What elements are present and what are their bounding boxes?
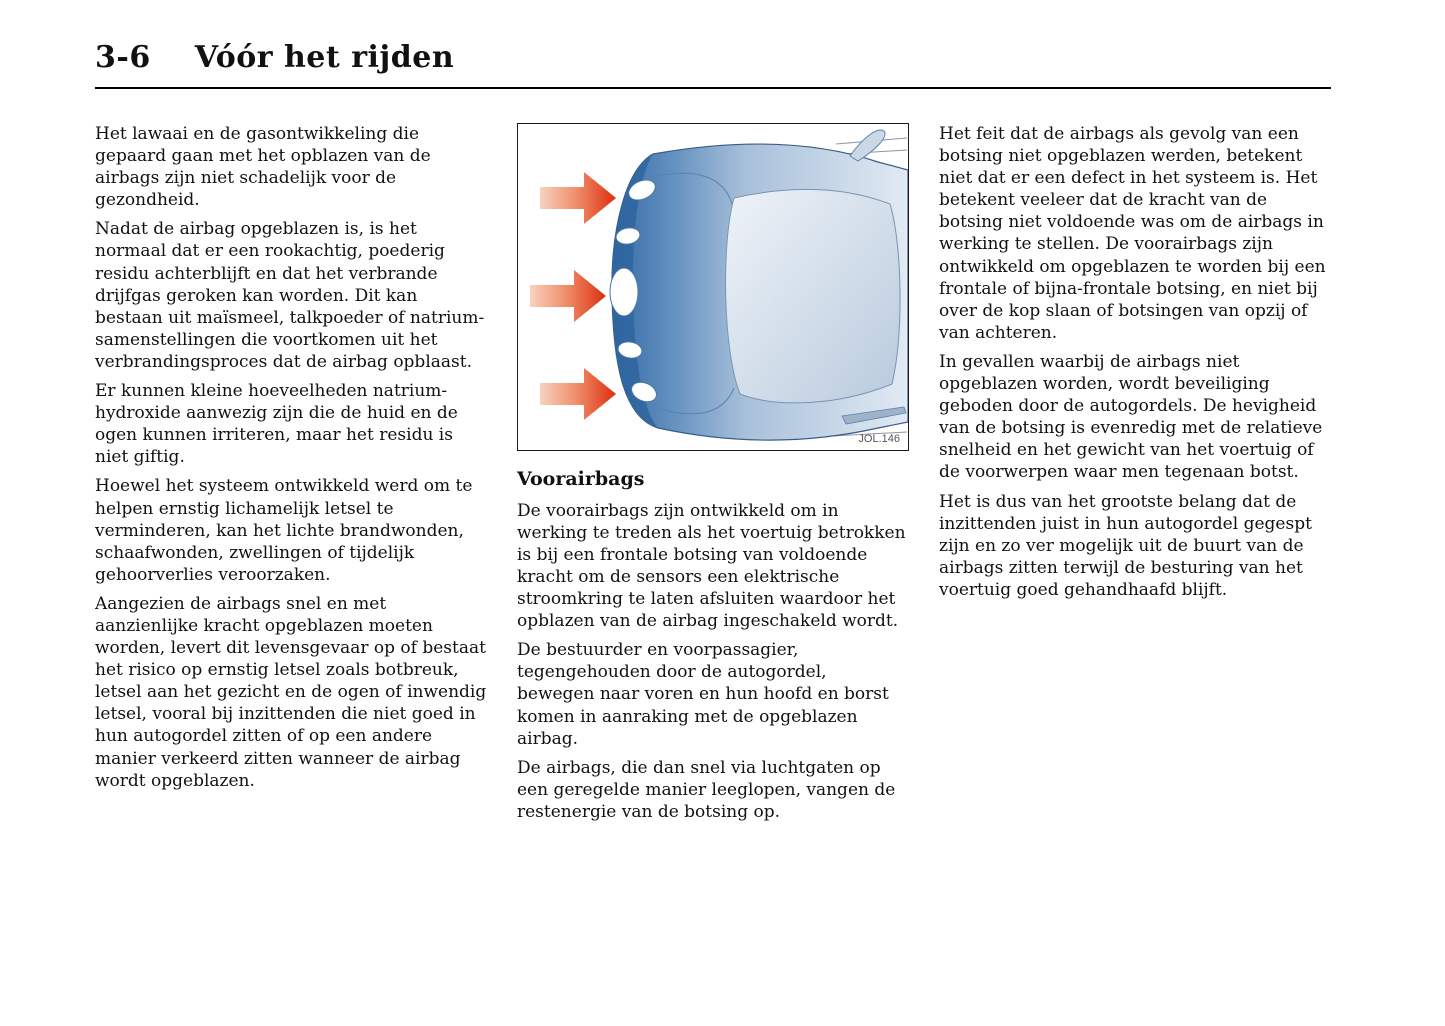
right-column bbox=[939, 123, 1331, 830]
paragraph: Er kunnen kleine hoeveelheden natrium-hydroxide aanwezig zijn die de huid en de ogen kunnen irriteren, maar het residu is niet giftig. bbox=[95, 381, 458, 468]
paragraph: De voorairbags zijn ontwikkeld om in werking te treden als het voertuig betrokken is bij een frontale botsing van voldoende kracht om de sensors een elektrische stroomkring te laten afsluiten waardoor het opblazen van de airbag ingeschakeld wordt. bbox=[517, 500, 906, 632]
paragraph: Nadat de airbag opgeblazen is, is het normaal dat er een rookachtig, poederig residu achterblijft en dat het verbrande drijfgas geroken kan worden. Dit kan bestaan uit maïsmeel, talkpoeder of natrium-samenstellingen die voortkomen uit het verbrandingsproces dat de airbag opblaast. bbox=[95, 219, 485, 372]
paragraph: Het feit dat de airbags als gevolg van een botsing niet opgeblazen werden, betekent niet dat er een defect in het systeem is. Het betekent veeleer dat de kracht van de botsing niet voldoende was om de airbags in werking te stellen. De voorairbags zijn ontwikkeld om opgeblazen te worden bij een frontale of bijna-frontale botsing, en niet bij over de kop slaan of botsingen van opzij of van achteren. bbox=[939, 124, 1326, 343]
paragraph: Het is dus van het grootste belang dat de inzittenden juist in hun autogordel gegespt zijn en zo ver mogelijk uit de buurt van de airbags zitten terwijl de besturing van het voertuig goed gehandhaafd blijft. bbox=[939, 491, 1312, 600]
paragraph: Aangezien de airbags snel en met aanzienlijke kracht opgeblazen moeten worden, levert dit levensgevaar op of bestaat het risico op ernstig letsel zoals botbreuk, letsel aan het gezicht en de ogen of inwendig letsel, vooral bij inzittenden die niet goed in hun autogordel zitten of op een andere manier verkeerd zitten wanneer de airbag wordt opgeblazen. bbox=[95, 593, 487, 791]
airbag-collision-figure bbox=[517, 123, 909, 451]
paragraph: De airbags, die dan snel via luchtgaten op een geregelde manier leeglopen, vangen de restenergie van de botsing op. bbox=[517, 757, 896, 822]
impact-arrow-icon bbox=[540, 172, 616, 224]
paragraph: In gevallen waarbij de airbags niet opgeblazen worden, wordt beveiliging geboden door de autogordels. De hevigheid van de botsing is evenredig met de relatieve snelheid en het gewicht van het voertuig of de voorwerpen waar men tegenaan botst. bbox=[939, 351, 1323, 483]
paragraph: Het lawaai en de gasontwikkeling die gepaard gaan met het opblazen van de airbags zijn niet schadelijk voor de gezondheid. bbox=[95, 124, 431, 211]
page-header bbox=[95, 40, 1445, 75]
section-number: 3-6 bbox=[95, 40, 151, 75]
middle-column bbox=[517, 123, 909, 830]
figure-label: JOL.146 bbox=[858, 433, 900, 445]
page-title: Vóór het rijden bbox=[194, 40, 455, 75]
impact-arrow-icon bbox=[530, 270, 606, 322]
car-frontal-impact-illustration bbox=[518, 124, 908, 450]
section-heading-voorairbags: Voorairbags bbox=[517, 468, 645, 490]
content-columns bbox=[95, 123, 1445, 830]
impact-arrow-icon bbox=[540, 368, 616, 420]
paragraph: Hoewel het systeem ontwikkeld werd om te helpen ernstig lichamelijk letsel te verminderen, kan het lichte brandwonden, schaafwonden, zwellingen of tijdelijk gehoorverlies veroorzaken. bbox=[95, 476, 473, 585]
header-divider bbox=[95, 87, 1331, 89]
paragraph: De bestuurder en voorpassagier, tegengehouden door de autogordel, bewegen naar voren en hun hoofd en borst komen in aanraking met de opgeblazen airbag. bbox=[517, 640, 889, 749]
left-column bbox=[95, 123, 487, 830]
car-illustration bbox=[610, 130, 908, 440]
